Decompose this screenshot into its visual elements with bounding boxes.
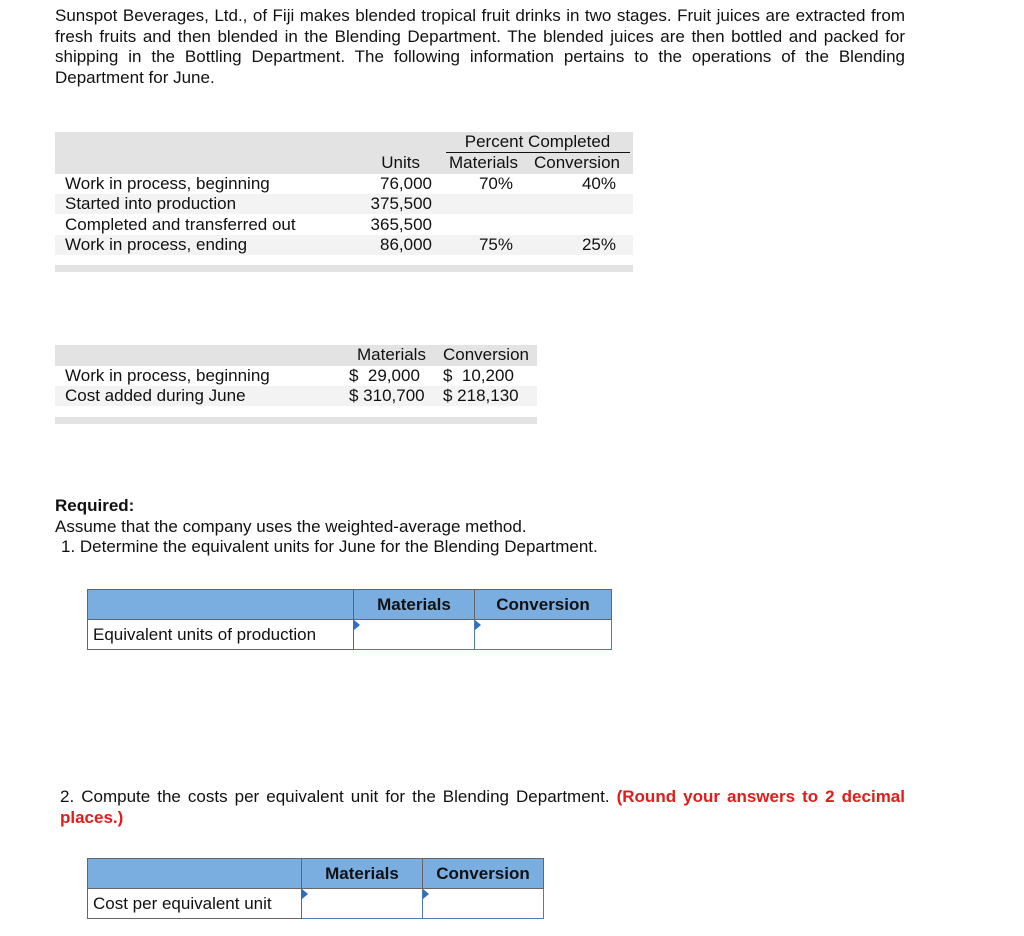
cost-col-materials-header: Materials [357,345,426,364]
cost-per-unit-label: Cost per equivalent unit [88,889,302,919]
cost-table-footer-band [55,417,537,424]
cost-col-conversion-header: Conversion [443,345,529,364]
equivalent-units-label: Equivalent units of production [88,620,354,650]
cost-row-materials: $ 310,700 [349,386,425,405]
row-label: Work in process, ending [65,235,248,254]
row-materials-pct: 70% [478,174,513,193]
question-2-text: Compute the costs per equivalent unit for the Blending Department. [81,787,610,806]
question-2-number: 2. [60,787,75,806]
equivalent-units-materials-field[interactable] [354,620,474,649]
problem-intro: Sunspot Beverages, Ltd., of Fiji makes blended tropical fruit drinks in two stages. Fruit juices are extracted from fresh fruits and then blended in the Blending Department. The blended juices are then bottled and packed for shipping in the Bottling Department. The following information pertains to the operations of the Blending Department for June. [55,6,905,87]
cost-per-unit-materials-field[interactable] [302,889,422,918]
grid-conversion-header: Conversion [475,590,612,620]
row-materials-pct: 75% [478,235,513,254]
cost-per-unit-grid [87,858,544,919]
col-units-header: Units [381,153,420,172]
grid-conversion-header: Conversion [423,859,544,889]
row-label: Work in process, beginning [65,174,270,193]
equivalent-units-materials-input[interactable] [354,620,475,650]
row-label: Completed and transferred out [65,215,296,234]
col-materials-header: Materials [449,153,518,172]
units-table-footer-band [55,265,633,272]
cost-row-label: Cost added during June [65,386,246,405]
row-label: Started into production [65,194,237,213]
cost-per-unit-conversion-input[interactable] [423,889,544,919]
grid-corner [88,590,354,620]
required-heading: Required: [55,496,135,515]
grid-corner [88,859,302,889]
row-units: 375,500 [370,194,432,213]
cost-per-unit-materials-input[interactable] [302,889,423,919]
row-conversion-pct: 25% [581,235,616,254]
row-conversion-pct: 40% [581,174,616,193]
cost-row-conversion: $ 218,130 [443,386,519,405]
row-units: 76,000 [380,174,432,193]
cost-row-conversion: $ 10,200 [443,366,514,385]
percent-completed-header: Percent Completed [464,132,611,151]
grid-materials-header: Materials [354,590,475,620]
equivalent-units-conversion-input[interactable] [475,620,612,650]
required-assumption: Assume that the company uses the weighted-average method. [55,517,527,536]
question-1-text: 1. Determine the equivalent units for June for the Blending Department. [61,537,598,556]
cost-row-materials: $ 29,000 [349,366,420,385]
equivalent-units-conversion-field[interactable] [475,620,611,649]
question-2-instruction: (Round your answers to 2 decimal places.) [60,787,905,827]
col-conversion-header: Conversion [534,153,620,172]
cost-per-unit-conversion-field[interactable] [423,889,543,918]
equivalent-units-grid [87,589,612,650]
row-units: 86,000 [380,235,432,254]
grid-materials-header: Materials [302,859,423,889]
question-2 [60,787,905,828]
cost-row-label: Work in process, beginning [65,366,270,385]
row-units: 365,500 [370,215,432,234]
